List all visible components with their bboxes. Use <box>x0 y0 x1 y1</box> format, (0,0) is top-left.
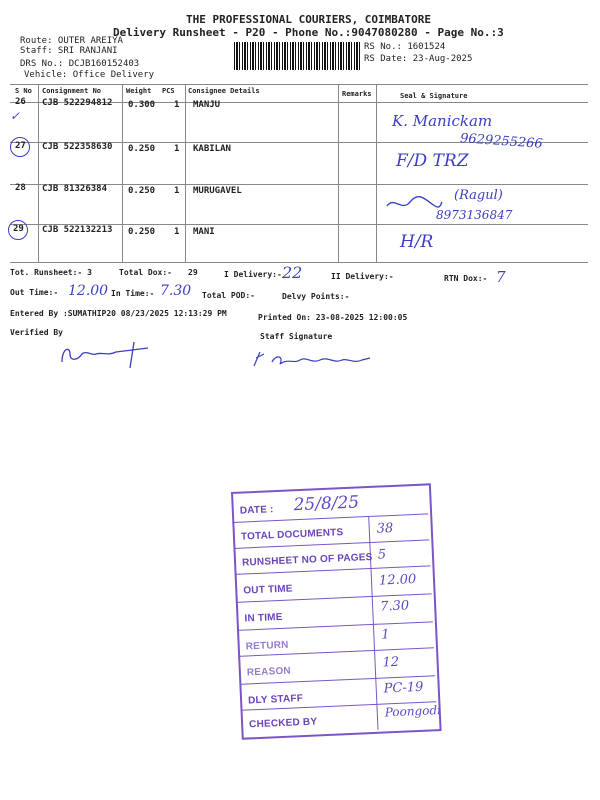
handwritten-signature: K. Manickam <box>392 112 493 130</box>
in-time-label: In Time:- <box>111 289 155 298</box>
row-consignment: CJB 522132213 <box>42 225 113 235</box>
entered-by: Entered By :SUMATHIP20 08/23/2025 12:13:29 PM <box>10 309 227 318</box>
tot-runsheet: Tot. Runsheet:- 3 <box>10 268 92 277</box>
row-sno: 26 <box>15 97 26 107</box>
row-sno: 28 <box>15 183 26 193</box>
handwritten-name: (Ragul) <box>454 188 503 203</box>
stamp-date-label: DATE : <box>239 504 274 517</box>
row-pcs: 1 <box>174 144 180 154</box>
row-consignment: CJB 522358630 <box>42 142 113 152</box>
row-consignment: CJB 522294812 <box>42 98 113 108</box>
stamp-label: TOTAL DOCUMENTS <box>240 527 344 543</box>
stamp-value: 12.00 <box>378 572 417 589</box>
rtn-dox-label: RTN Dox:- <box>444 274 488 283</box>
total-dox-value: 29 <box>188 268 198 277</box>
handwritten-phone: 8973136847 <box>436 208 513 222</box>
stamp-label: DLY STAFF <box>247 693 304 707</box>
stamp-value: 7.30 <box>379 598 410 615</box>
staff-signature <box>250 348 380 372</box>
rs-date: RS Date: 23-Aug-2025 <box>364 54 473 64</box>
staff: Staff: SRI RANJANI <box>20 46 118 56</box>
company-name: THE PROFESSIONAL COURIERS, COIMBATORE <box>186 13 432 26</box>
row-consignee: MANJU <box>193 100 221 110</box>
col-divider <box>376 84 377 262</box>
delivery-stamp <box>231 483 442 739</box>
handwritten-phone: 9629255266 <box>459 131 544 152</box>
row-weight: 0.250 <box>128 186 156 196</box>
stamp-value: 1 <box>381 627 390 643</box>
col-divider <box>122 84 123 262</box>
stamp-value: 12 <box>382 654 400 671</box>
col-divider <box>38 84 39 262</box>
stamp-value: PC-19 <box>383 679 424 697</box>
runsheet-title: Delivery Runsheet - P20 - Phone No.:9047080280 - Page No.:3 <box>113 26 504 39</box>
vehicle: Vehicle: Office Delivery <box>24 70 155 80</box>
row-weight: 0.300 <box>128 100 156 110</box>
stamp-label: REASON <box>246 665 292 679</box>
header-consignment: Consignment No <box>42 87 102 95</box>
printed-on: Printed On: 23-08-2025 12:00:05 <box>258 313 408 322</box>
ii-delivery-label: II Delivery:- <box>331 272 394 281</box>
stamp-value: 38 <box>376 520 394 537</box>
header-seal: Seal & Signature <box>400 92 468 100</box>
header-remarks: Remarks <box>342 90 372 98</box>
row-consignee: MURUGAVEL <box>193 186 242 196</box>
signature-scribble <box>384 192 444 214</box>
header-consignee: Consignee Details <box>188 87 260 95</box>
table-top-border <box>10 84 588 85</box>
row-consignee: KABILAN <box>193 144 231 154</box>
row-consignment: CJB 81326384 <box>42 184 108 194</box>
row-weight: 0.250 <box>128 227 156 237</box>
verified-by: Verified By <box>10 328 63 337</box>
handwritten-remark: F/D TRZ <box>396 151 469 171</box>
verifier-signature <box>56 340 156 370</box>
i-delivery-value: 22 <box>282 263 303 282</box>
header-pcs: PCS <box>162 87 175 95</box>
rtn-dox-value: 7 <box>496 268 506 286</box>
total-pod: Total POD:- <box>202 291 255 300</box>
out-time-label: Out Time:- <box>10 288 59 297</box>
col-divider <box>185 84 186 262</box>
row-pcs: 1 <box>174 186 180 196</box>
i-delivery-label: I Delivery:- <box>224 270 282 279</box>
total-dox-label: Total Dox:- <box>119 268 172 277</box>
delvy-points: Delvy Points:- <box>282 292 350 301</box>
rs-number: RS No.: 1601524 <box>364 42 446 52</box>
stamp-label: CHECKED BY <box>248 716 318 731</box>
stamp-label: RUNSHEET NO OF PAGES <box>241 551 373 569</box>
barcode <box>234 42 362 70</box>
stamp-date-value: 25/8/25 <box>293 492 360 516</box>
stamp-label: IN TIME <box>244 611 283 625</box>
stamp-value: 5 <box>377 547 387 563</box>
row-pcs: 1 <box>174 227 180 237</box>
row-sno: 27 <box>15 141 26 151</box>
header-weight: Weight <box>126 87 152 95</box>
in-time-value: 7.30 <box>160 283 192 299</box>
row-pcs: 1 <box>174 100 180 110</box>
out-time-value: 12.00 <box>68 283 109 299</box>
drs-number: DRS No.: DCJB160152403 <box>20 59 140 69</box>
staff-signature-label: Staff Signature <box>260 332 333 341</box>
header-sno: S No <box>15 87 32 95</box>
stamp-label: RETURN <box>245 639 289 653</box>
stamp-value: Poongodi <box>384 703 442 720</box>
tick-mark: ✓ <box>10 109 21 123</box>
stamp-label: OUT TIME <box>243 583 293 597</box>
route: Route: OUTER AREIYA <box>20 36 123 46</box>
row-sno: 29 <box>13 224 24 234</box>
col-divider <box>338 84 339 262</box>
row-consignee: MANI <box>193 227 215 237</box>
row-weight: 0.250 <box>128 144 156 154</box>
handwritten-remark: H/R <box>400 232 434 252</box>
